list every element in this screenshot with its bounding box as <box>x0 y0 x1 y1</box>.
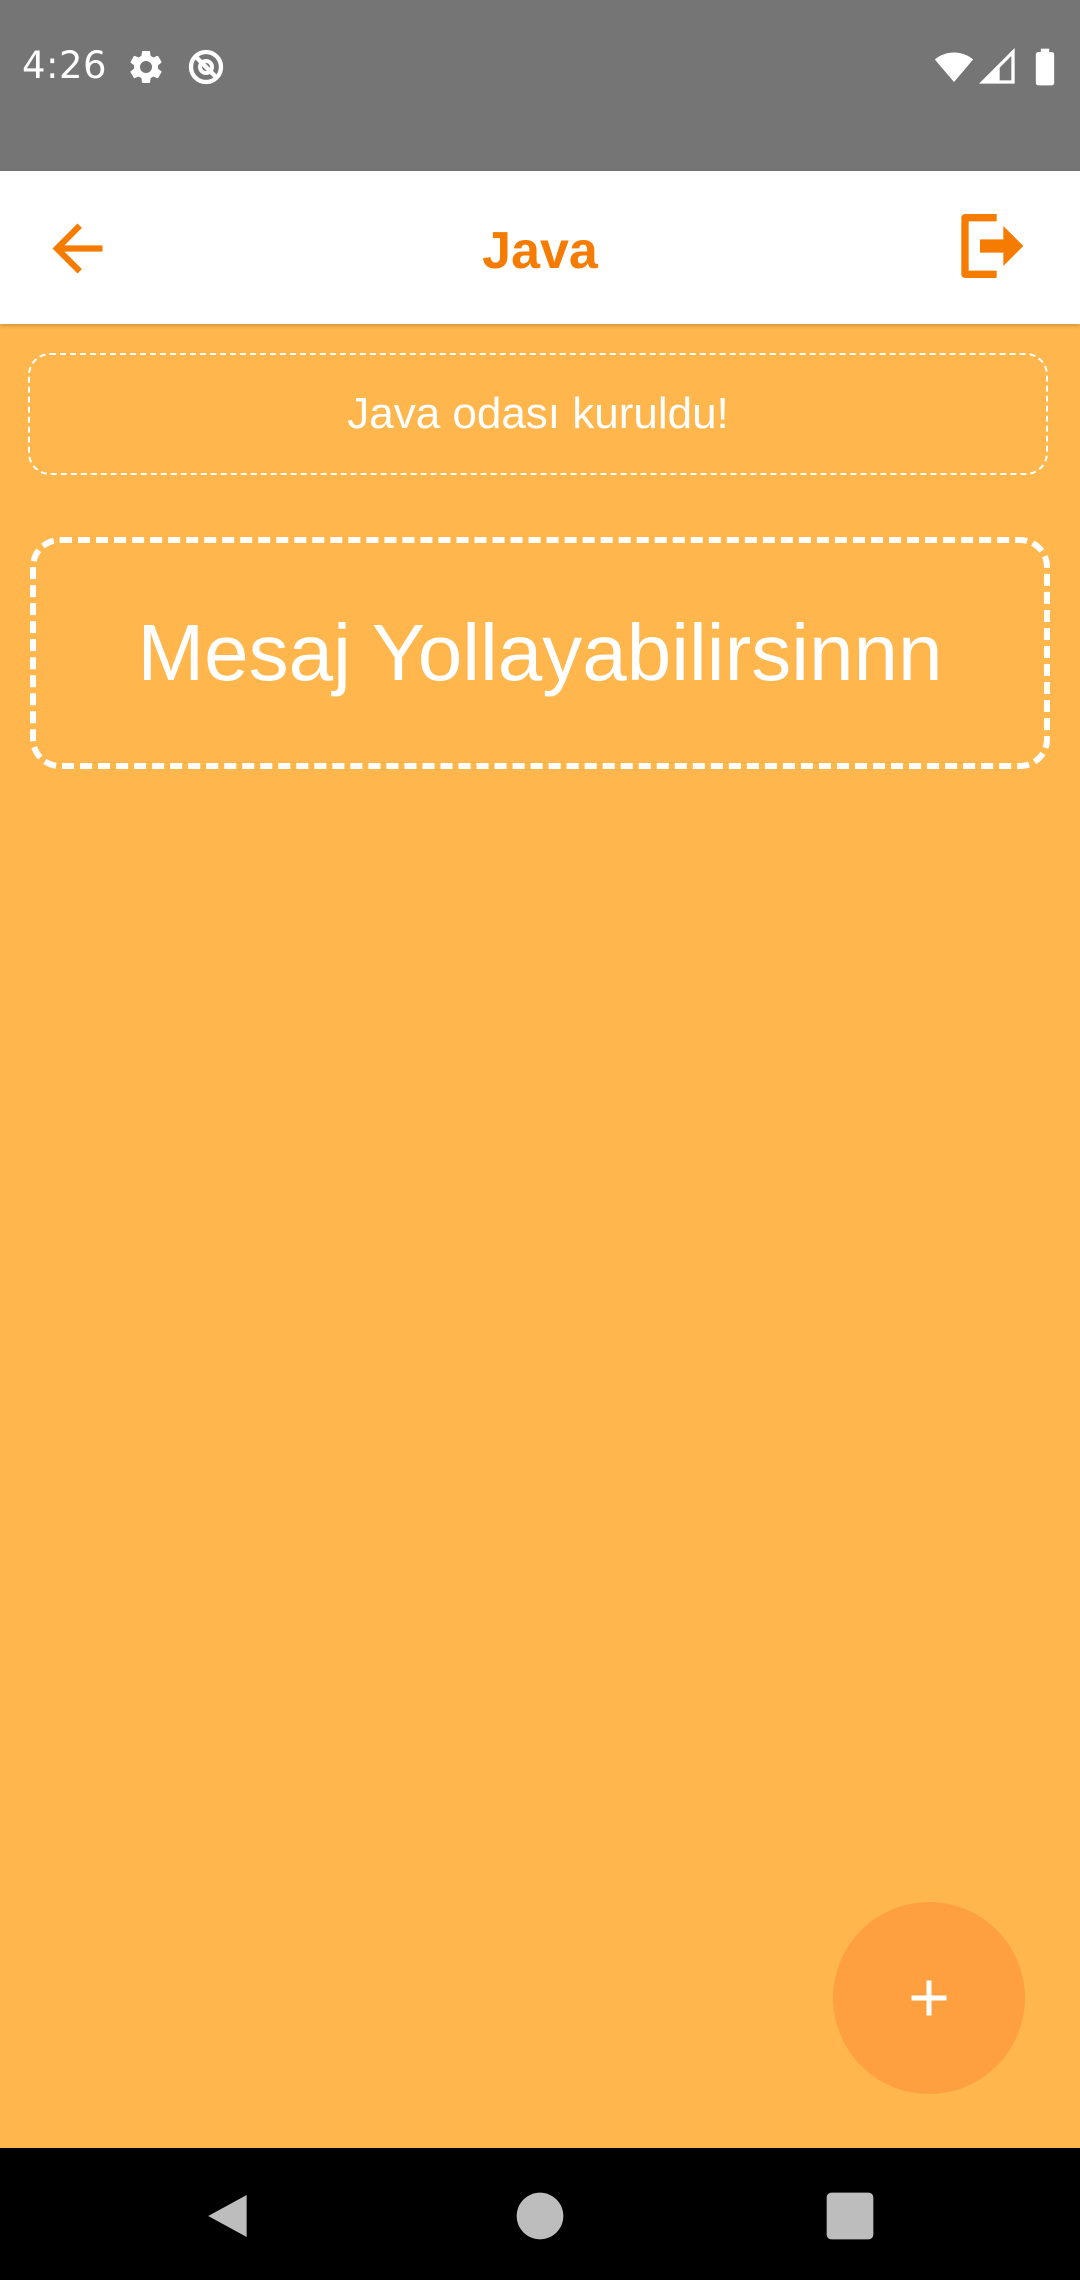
nav-back-button[interactable] <box>200 2188 256 2244</box>
system-nav-bar <box>0 2148 1080 2280</box>
nav-recents-icon <box>827 2193 874 2240</box>
status-bar <box>0 0 1080 171</box>
message-text: Mesaj Yollayabilirsinnn <box>137 608 943 697</box>
status-time: 4:26 <box>22 44 108 87</box>
wifi-icon <box>934 47 974 87</box>
plus-icon <box>899 1968 959 2028</box>
battery-icon <box>1030 47 1060 87</box>
page-title: Java <box>482 222 598 280</box>
nav-home-icon <box>517 2193 564 2240</box>
logout-icon <box>965 218 1023 275</box>
app-bar <box>0 171 1080 324</box>
room-created-notice <box>28 353 1048 475</box>
nav-home-button[interactable] <box>512 2188 568 2244</box>
logout-button[interactable] <box>950 206 1030 286</box>
nav-back-icon <box>208 2195 247 2237</box>
nav-recents-button[interactable] <box>822 2188 878 2244</box>
room-created-text: Java odası kuruldu! <box>347 389 729 438</box>
add-message-button[interactable] <box>833 1902 1025 2094</box>
message-bubble <box>30 537 1050 769</box>
cell-signal-icon <box>978 47 1018 87</box>
gear-icon <box>126 47 166 87</box>
no-sync-icon <box>186 47 226 87</box>
